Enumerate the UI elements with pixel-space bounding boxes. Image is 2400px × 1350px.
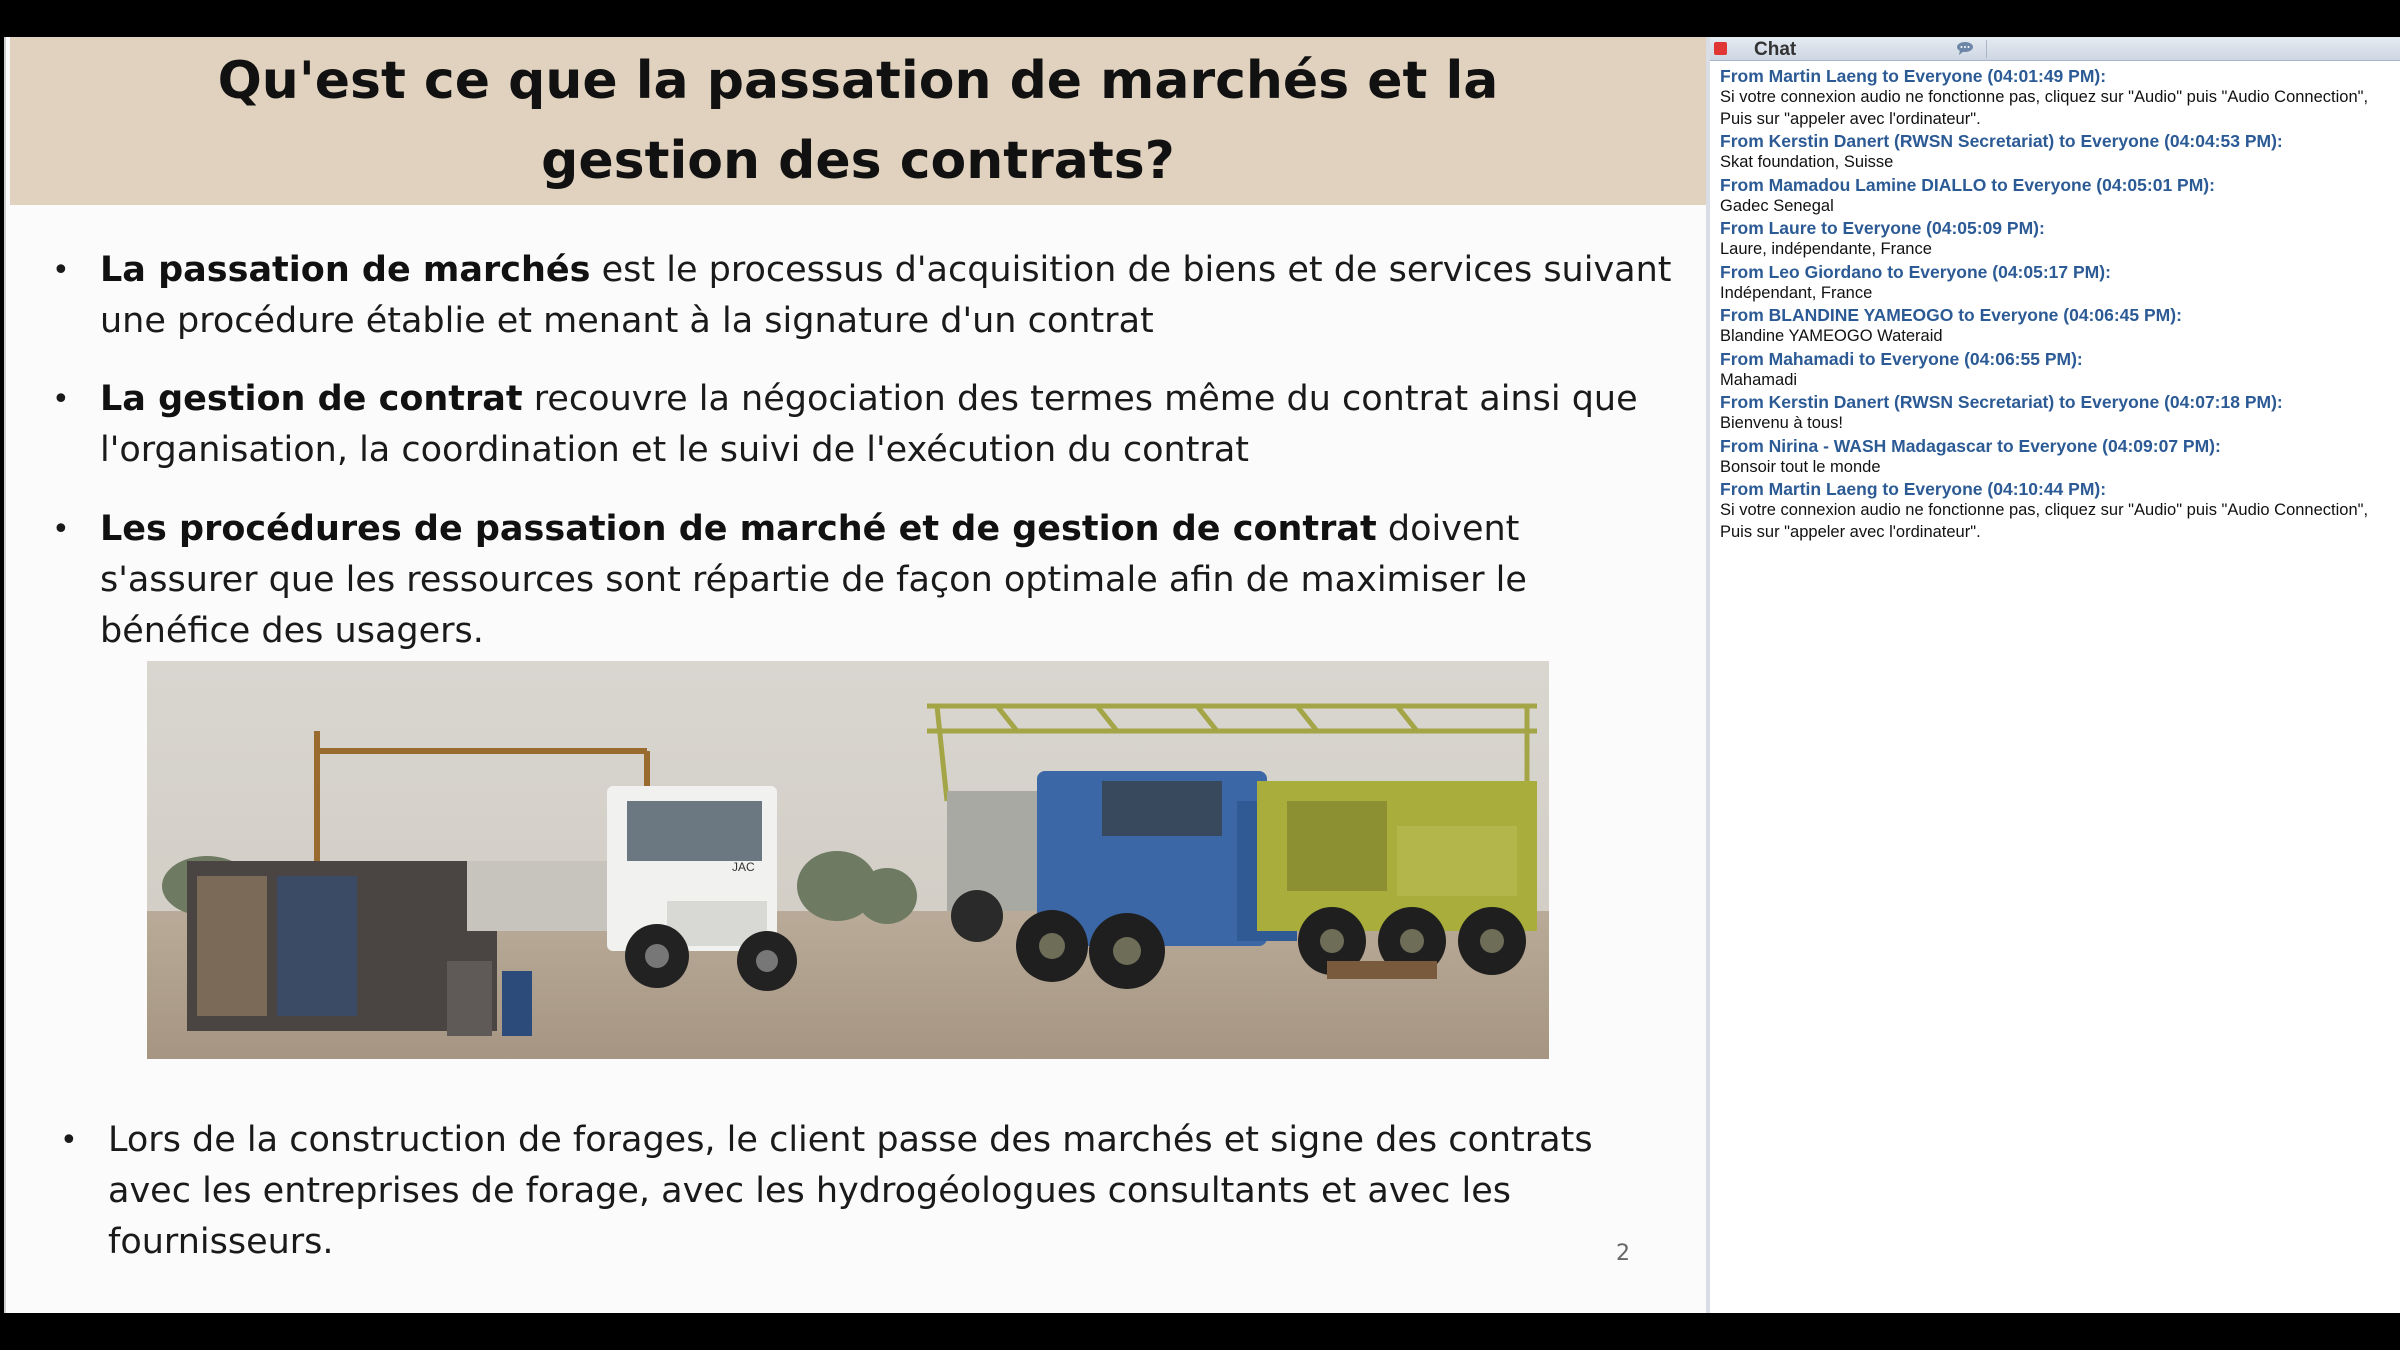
chat-message-sender: From Kerstin Danert (RWSN Secretariat) to Everyone (04:07:18 PM): bbox=[1720, 392, 2283, 412]
close-icon[interactable] bbox=[1714, 42, 1727, 55]
bullet-bold-text: La gestion de contrat bbox=[100, 379, 523, 419]
bullet-item bbox=[60, 1115, 1680, 1268]
chat-message bbox=[1720, 65, 2396, 130]
bullet-dot-icon: • bbox=[52, 253, 70, 288]
chat-panel bbox=[1710, 37, 2400, 1313]
chat-message-body: Mahamadi bbox=[1720, 370, 1798, 389]
bullet-dot-icon: • bbox=[52, 382, 70, 417]
chat-title: Chat bbox=[1754, 39, 1797, 60]
bullet-text: doivent s'assurer que les ressources sont répartie de façon optimale afin de maximiser le bénéfice des usagers. bbox=[100, 509, 1527, 651]
bullet-item bbox=[52, 374, 1672, 476]
chat-message-body: Si votre connexion audio ne fonctionne pas, cliquez sur "Audio" puis "Audio Connection", Puis sur "appeler avec l'ordinateur". bbox=[1720, 88, 2369, 128]
bullet-text: recouvre la négociation des termes même du contrat ainsi que l'organisation, la coordination et le suivi de l'exécution du contrat bbox=[100, 379, 1638, 470]
truck-brand-label: JAC bbox=[732, 860, 755, 874]
chat-message-body: Blandine YAMEOGO Wateraid bbox=[1720, 327, 1943, 345]
drilling-trucks-photo bbox=[147, 661, 1549, 1059]
chat-message-sender: From Martin Laeng to Everyone (04:10:44 PM): bbox=[1720, 479, 2107, 499]
chat-titlebar bbox=[1710, 37, 2400, 61]
chat-message-list[interactable] bbox=[1720, 65, 2396, 543]
bullet-item bbox=[52, 245, 1672, 347]
chat-message-body: Skat foundation, Suisse bbox=[1720, 153, 1894, 171]
chat-message bbox=[1720, 435, 2396, 479]
bullet-text: est le processus d'acquisition de biens et de services suivant une procédure établie et menant à la signature d'un contrat bbox=[100, 250, 1672, 341]
bullet-bold-text: La passation de marchés bbox=[100, 250, 591, 290]
slide-page-number: 2 bbox=[1616, 1241, 1630, 1266]
chat-message-sender: From Mahamadi to Everyone (04:06:55 PM): bbox=[1720, 348, 2083, 369]
chat-message-body: Indépendant, France bbox=[1720, 283, 1873, 302]
bullet-bold-text: Les procédures de passation de marché et de gestion de contrat bbox=[100, 509, 1377, 549]
chat-message-sender: From Leo Giordano to Everyone (04:05:17 PM): bbox=[1720, 261, 2111, 282]
chat-message bbox=[1720, 174, 2396, 218]
chat-message-sender: From Kerstin Danert (RWSN Secretariat) to Everyone (04:04:53 PM): bbox=[1720, 131, 2283, 151]
titlebar-separator bbox=[1986, 40, 1987, 58]
chat-message-body: Bienvenu à tous! bbox=[1720, 414, 1843, 432]
chat-message bbox=[1720, 217, 2396, 261]
chat-message-body: Bonsoir tout le monde bbox=[1720, 457, 1881, 476]
chat-message bbox=[1720, 130, 2396, 174]
chat-message-sender: From Laure to Everyone (04:05:09 PM): bbox=[1720, 218, 2045, 238]
chat-message-sender: From BLANDINE YAMEOGO to Everyone (04:06:45 PM): bbox=[1720, 305, 2182, 325]
bullet-dot-icon: • bbox=[52, 512, 70, 547]
chat-message bbox=[1720, 391, 2396, 435]
chat-message bbox=[1720, 261, 2396, 305]
chat-message bbox=[1720, 478, 2396, 543]
presentation-slide bbox=[4, 37, 1706, 1313]
chat-message bbox=[1720, 348, 2396, 392]
bullet-text: Lors de la construction de forages, le client passe des marchés et signe des contrats avec les entreprises de forage, avec les hydrogéologues consultants et avec les fournisseurs. bbox=[108, 1120, 1593, 1262]
slide-title: Qu'est ce que la passation de marchés et la gestion des contrats? bbox=[217, 51, 1499, 191]
bullet-item bbox=[52, 504, 1672, 657]
chat-message-body: Laure, indépendante, France bbox=[1720, 240, 1932, 258]
slide-header bbox=[10, 37, 1706, 205]
chat-message-sender: From Nirina - WASH Madagascar to Everyone (04:09:07 PM): bbox=[1720, 435, 2221, 456]
bottom-bar bbox=[0, 1313, 2400, 1350]
chat-message-sender: From Martin Laeng to Everyone (04:01:49 PM): bbox=[1720, 66, 2107, 86]
chat-message bbox=[1720, 304, 2396, 348]
chat-message-sender: From Mamadou Lamine DIALLO to Everyone (04:05:01 PM): bbox=[1720, 174, 2215, 195]
bullet-dot-icon: • bbox=[60, 1123, 78, 1158]
chat-message-body: Gadec Senegal bbox=[1720, 196, 1834, 215]
chat-bubble-icon[interactable] bbox=[1956, 41, 1974, 55]
chat-message-body: Si votre connexion audio ne fonctionne pas, cliquez sur "Audio" puis "Audio Connection", Puis sur "appeler avec l'ordinateur". bbox=[1720, 501, 2369, 541]
